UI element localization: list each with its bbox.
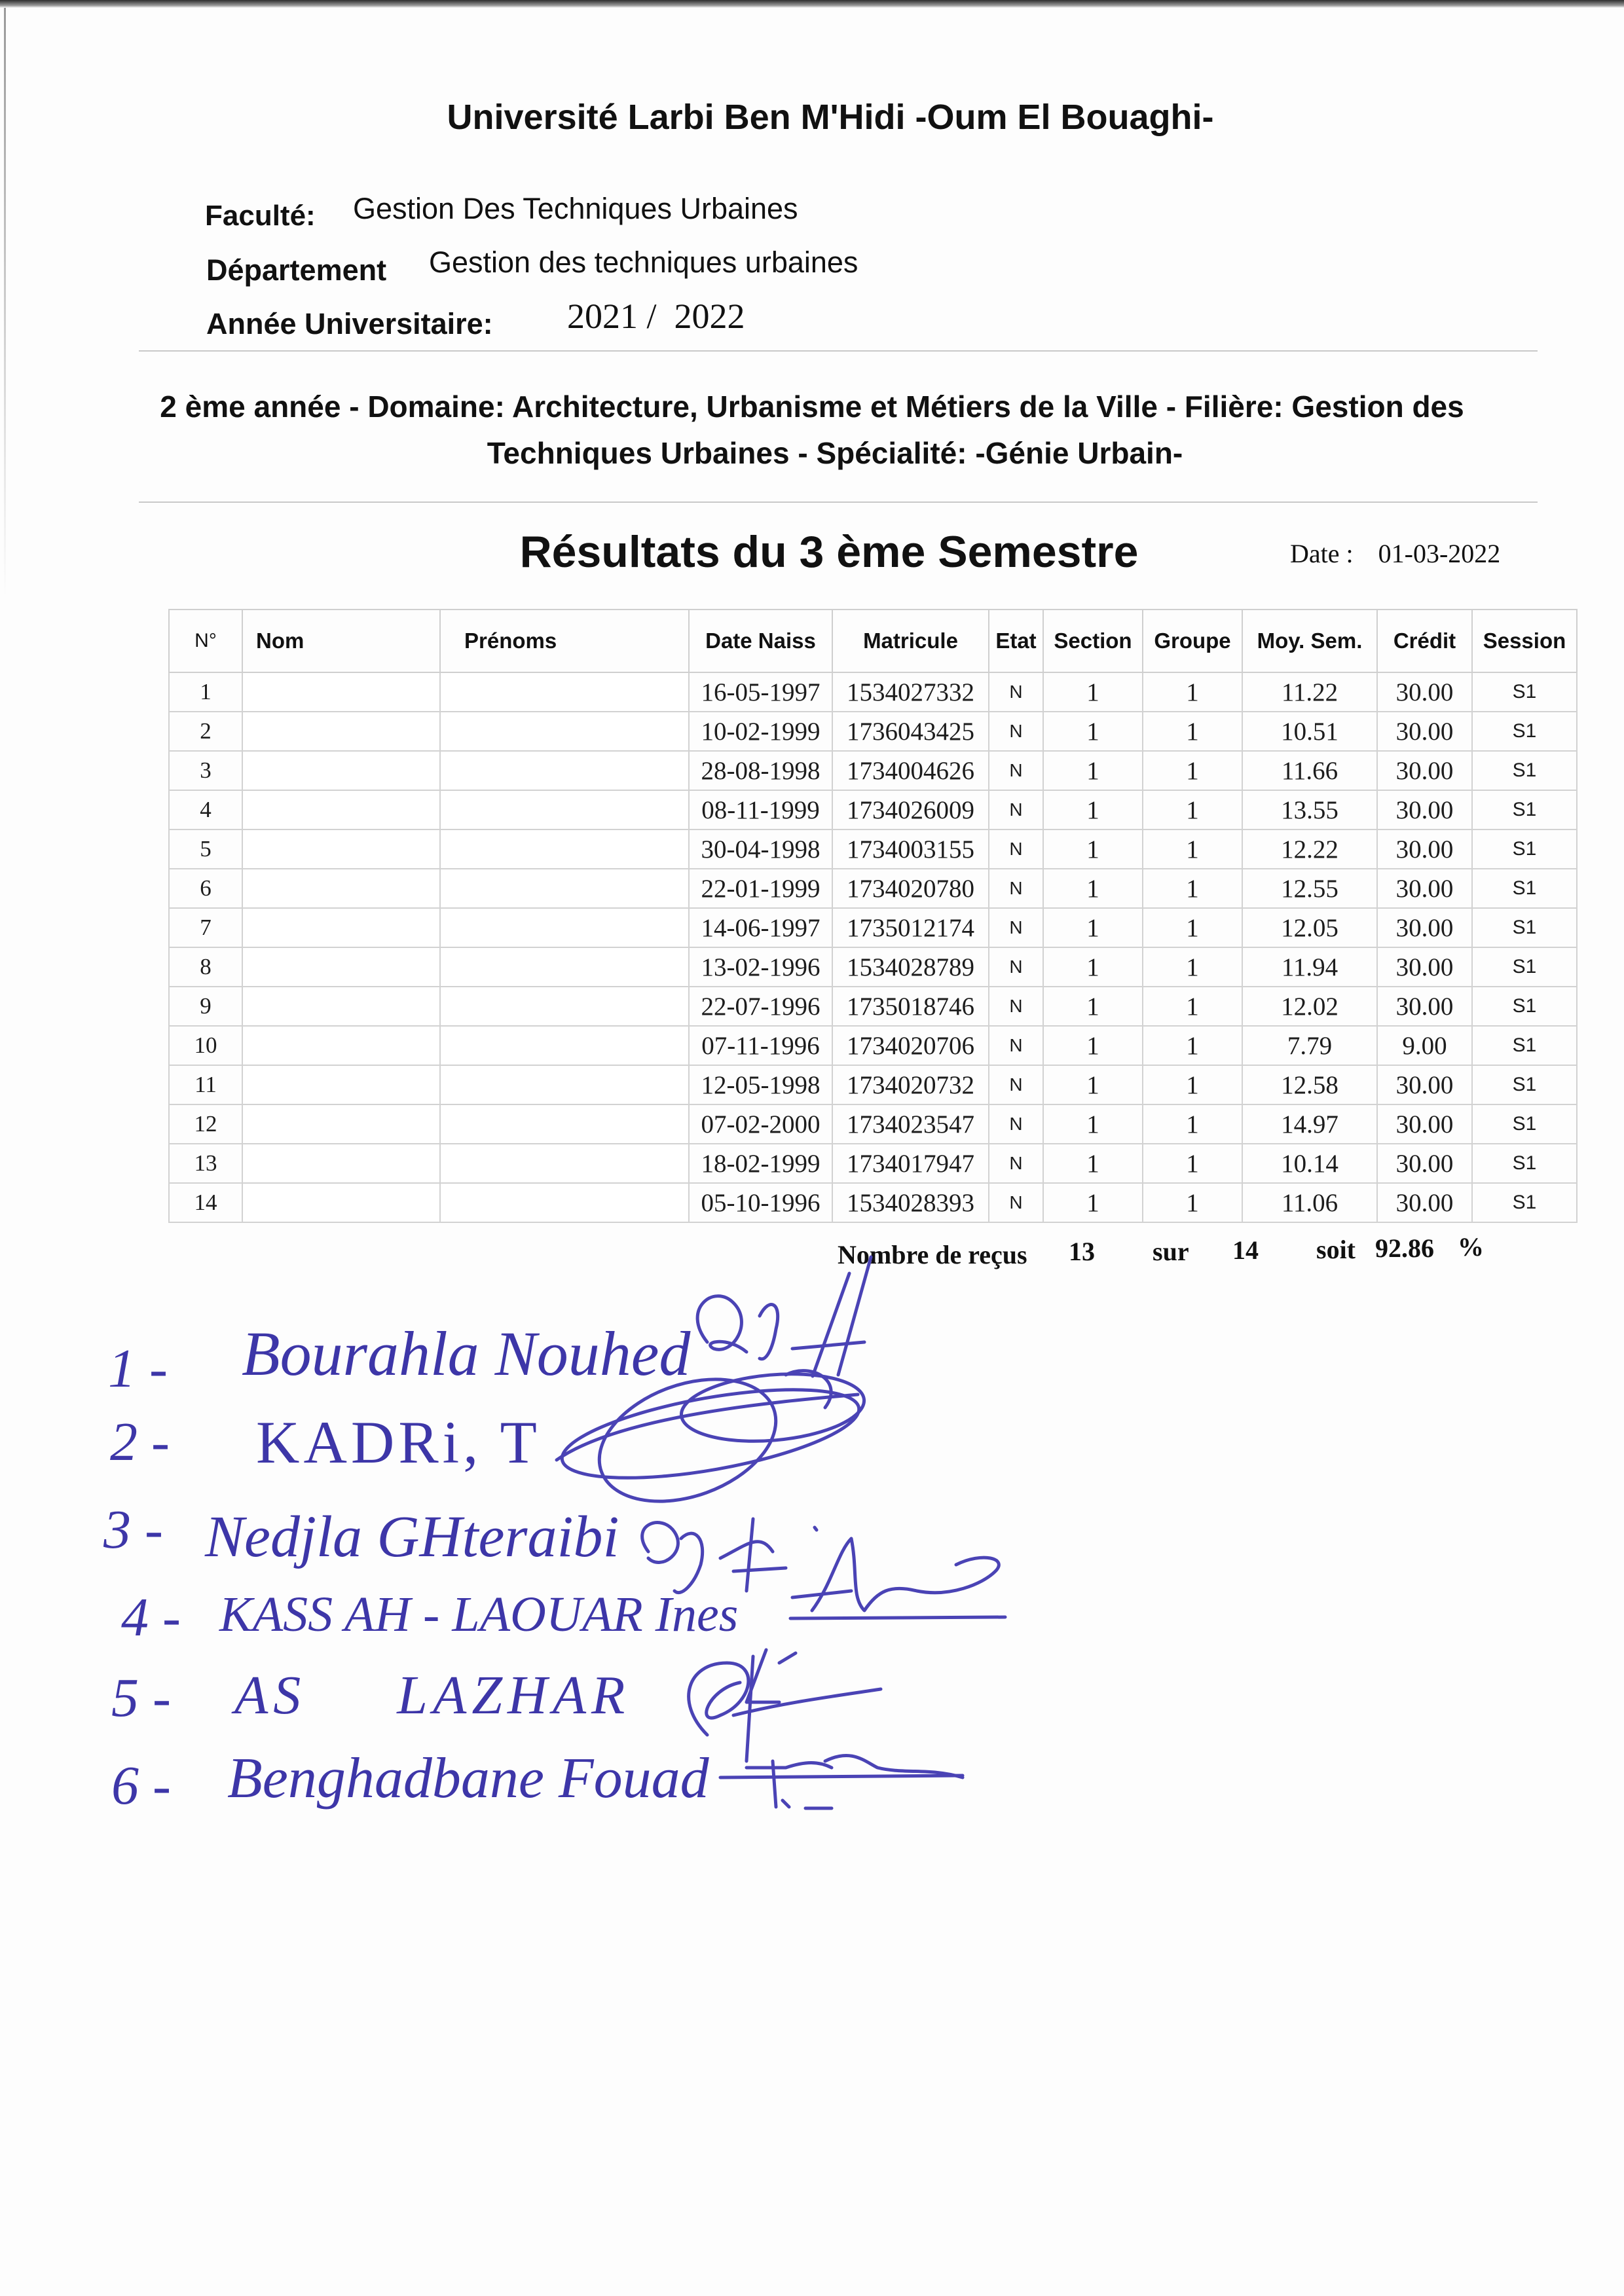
moy-sem-cell: 12.05 <box>1242 908 1377 947</box>
credit-cell: 30.00 <box>1377 987 1472 1026</box>
matricule-cell: 1534028789 <box>832 947 989 987</box>
matricule-cell: 1734020780 <box>832 869 989 908</box>
credit-cell: 30.00 <box>1377 1065 1472 1104</box>
handwritten-name: Nedjla GHteraibi <box>205 1504 619 1569</box>
section-cell: 1 <box>1043 869 1143 908</box>
etat-cell: N <box>989 1183 1043 1222</box>
header-session: Session <box>1472 610 1577 672</box>
groupe-cell: 1 <box>1143 829 1242 869</box>
prenoms-cell <box>440 1026 689 1065</box>
credit-cell: 30.00 <box>1377 869 1472 908</box>
section-cell: 1 <box>1043 1026 1143 1065</box>
table-row <box>169 790 1577 829</box>
handwritten-number: 1 - <box>108 1338 168 1399</box>
groupe-cell: 1 <box>1143 987 1242 1026</box>
summary-label: Nombre de reçus <box>838 1240 1027 1269</box>
handwritten-number: 2 - <box>110 1412 170 1472</box>
moy-sem-cell: 14.97 <box>1242 1104 1377 1144</box>
credit-cell: 9.00 <box>1377 1026 1472 1065</box>
summary-percent-sign: % <box>1458 1232 1484 1262</box>
handwritten-number: 6 - <box>111 1755 171 1816</box>
moy-sem-cell: 10.14 <box>1242 1144 1377 1183</box>
summary-soit: soit <box>1316 1235 1356 1264</box>
table-row <box>169 1183 1577 1222</box>
signature-mark <box>689 1650 881 1761</box>
matricule-cell: 1735012174 <box>832 908 989 947</box>
date-naiss-cell: 13-02-1996 <box>689 947 832 987</box>
date-naiss-cell: 16-05-1997 <box>689 672 832 712</box>
table-row <box>169 1065 1577 1104</box>
credit-cell: 30.00 <box>1377 751 1472 790</box>
section-cell: 1 <box>1043 790 1143 829</box>
table-row <box>169 1144 1577 1183</box>
table-row <box>169 1104 1577 1144</box>
row-number-cell: 7 <box>169 908 242 947</box>
table-row <box>169 751 1577 790</box>
etat-cell: N <box>989 829 1043 869</box>
groupe-cell: 1 <box>1143 1144 1242 1183</box>
moy-sem-cell: 11.66 <box>1242 751 1377 790</box>
matricule-cell: 1734004626 <box>832 751 989 790</box>
session-cell: S1 <box>1472 1065 1577 1104</box>
prenoms-cell <box>440 987 689 1026</box>
nom-cell <box>242 790 440 829</box>
credit-cell: 30.00 <box>1377 790 1472 829</box>
separator-line <box>139 501 1538 503</box>
matricule-cell: 1734003155 <box>832 829 989 869</box>
prenoms-cell <box>440 1183 689 1222</box>
separator-line <box>139 350 1538 352</box>
summary-total: 14 <box>1232 1235 1259 1265</box>
handwritten-number: 3 - <box>103 1499 163 1560</box>
credit-cell: 30.00 <box>1377 712 1472 751</box>
table-row <box>169 947 1577 987</box>
summary-received: 13 <box>1069 1237 1095 1266</box>
annee-label: Année Universitaire: <box>206 307 493 340</box>
etat-cell: N <box>989 1065 1043 1104</box>
handwritten-name: AS LAZHAR <box>234 1665 631 1726</box>
etat-cell: N <box>989 869 1043 908</box>
signature-mark <box>790 1539 1005 1618</box>
table-row <box>169 1026 1577 1065</box>
header-moy-sem: Moy. Sem. <box>1242 610 1377 672</box>
date-naiss-cell: 30-04-1998 <box>689 829 832 869</box>
prenoms-cell <box>440 829 689 869</box>
table-row <box>169 869 1577 908</box>
etat-cell: N <box>989 1144 1043 1183</box>
groupe-cell: 1 <box>1143 1183 1242 1222</box>
session-cell: S1 <box>1472 1144 1577 1183</box>
date-naiss-cell: 07-11-1996 <box>689 1026 832 1065</box>
etat-cell: N <box>989 908 1043 947</box>
moy-sem-cell: 10.51 <box>1242 712 1377 751</box>
nom-cell <box>242 1104 440 1144</box>
date-naiss-cell: 05-10-1996 <box>689 1183 832 1222</box>
session-cell: S1 <box>1472 1026 1577 1065</box>
prenoms-cell <box>440 751 689 790</box>
date-block <box>1290 538 1500 569</box>
table-body <box>169 672 1577 1222</box>
nom-cell <box>242 908 440 947</box>
etat-cell: N <box>989 790 1043 829</box>
departement-value: Gestion des techniques urbaines <box>429 246 858 279</box>
prenoms-cell <box>440 790 689 829</box>
header-nom: Nom <box>242 610 440 672</box>
header-section: Section <box>1043 610 1143 672</box>
section-cell: 1 <box>1043 712 1143 751</box>
prenoms-cell <box>440 908 689 947</box>
table-row <box>169 908 1577 947</box>
nom-cell <box>242 712 440 751</box>
row-number-cell: 1 <box>169 672 242 712</box>
scan-top-edge <box>0 0 1624 8</box>
section-cell: 1 <box>1043 751 1143 790</box>
etat-cell: N <box>989 672 1043 712</box>
section-cell: 1 <box>1043 1144 1143 1183</box>
date-value: 01-03-2022 <box>1378 539 1501 568</box>
credit-cell: 30.00 <box>1377 1104 1472 1144</box>
moy-sem-cell: 12.55 <box>1242 869 1377 908</box>
moy-sem-cell: 11.22 <box>1242 672 1377 712</box>
session-cell: S1 <box>1472 987 1577 1026</box>
nom-cell <box>242 1183 440 1222</box>
prenoms-cell <box>440 672 689 712</box>
matricule-cell: 1735018746 <box>832 987 989 1026</box>
date-naiss-cell: 08-11-1999 <box>689 790 832 829</box>
header-matricule: Matricule <box>832 610 989 672</box>
nom-cell <box>242 1026 440 1065</box>
groupe-cell: 1 <box>1143 908 1242 947</box>
nom-cell <box>242 751 440 790</box>
university-title: Université Larbi Ben M'Hidi -Oum El Bouaghi- <box>447 98 1214 137</box>
moy-sem-cell: 12.58 <box>1242 1065 1377 1104</box>
moy-sem-cell: 11.94 <box>1242 947 1377 987</box>
date-naiss-cell: 10-02-1999 <box>689 712 832 751</box>
groupe-cell: 1 <box>1143 672 1242 712</box>
program-line-2: Techniques Urbaines - Spécialité: -Génie Urbain- <box>487 436 1183 470</box>
date-naiss-cell: 14-06-1997 <box>689 908 832 947</box>
table-row <box>169 987 1577 1026</box>
session-cell: S1 <box>1472 790 1577 829</box>
section-cell: 1 <box>1043 1065 1143 1104</box>
scan-left-edge <box>4 8 6 597</box>
signatures-layer <box>0 1244 1624 1899</box>
moy-sem-cell: 7.79 <box>1242 1026 1377 1065</box>
groupe-cell: 1 <box>1143 751 1242 790</box>
prenoms-cell <box>440 1104 689 1144</box>
departement-label: Département <box>206 253 387 287</box>
annee-value: 2021 / 2022 <box>567 297 745 336</box>
header-n: N° <box>169 610 242 672</box>
moy-sem-cell: 13.55 <box>1242 790 1377 829</box>
summary-percent: 92.86 <box>1375 1233 1434 1263</box>
etat-cell: N <box>989 947 1043 987</box>
session-cell: S1 <box>1472 672 1577 712</box>
signature-mark <box>697 1257 871 1376</box>
section-cell: 1 <box>1043 987 1143 1026</box>
section-cell: 1 <box>1043 947 1143 987</box>
matricule-cell: 1736043425 <box>832 712 989 751</box>
handwritten-number: 4 - <box>121 1587 181 1648</box>
faculte-label: Faculté: <box>205 200 316 232</box>
row-number-cell: 14 <box>169 1183 242 1222</box>
session-cell: S1 <box>1472 869 1577 908</box>
header-credit: Crédit <box>1377 610 1472 672</box>
handwritten-number: 5 - <box>111 1667 171 1728</box>
credit-cell: 30.00 <box>1377 672 1472 712</box>
row-number-cell: 11 <box>169 1065 242 1104</box>
matricule-cell: 1734026009 <box>832 790 989 829</box>
date-naiss-cell: 12-05-1998 <box>689 1065 832 1104</box>
credit-cell: 30.00 <box>1377 1144 1472 1183</box>
section-cell: 1 <box>1043 829 1143 869</box>
matricule-cell: 1734017947 <box>832 1144 989 1183</box>
signature-mark <box>720 1755 963 1808</box>
table-row <box>169 712 1577 751</box>
handwritten-name: KASS AH - LAOUAR Ines <box>219 1587 739 1642</box>
date-label: Date : <box>1290 539 1354 568</box>
row-number-cell: 6 <box>169 869 242 908</box>
row-number-cell: 9 <box>169 987 242 1026</box>
signature-mark <box>642 1519 817 1593</box>
prenoms-cell <box>440 869 689 908</box>
handwritten-name: KADRi, T <box>256 1409 541 1476</box>
nom-cell <box>242 869 440 908</box>
date-naiss-cell: 22-07-1996 <box>689 987 832 1026</box>
etat-cell: N <box>989 1104 1043 1144</box>
nom-cell <box>242 829 440 869</box>
row-number-cell: 8 <box>169 947 242 987</box>
row-number-cell: 4 <box>169 790 242 829</box>
header-date-naiss: Date Naiss <box>689 610 832 672</box>
section-cell: 1 <box>1043 1104 1143 1144</box>
section-cell: 1 <box>1043 908 1143 947</box>
matricule-cell: 1534027332 <box>832 672 989 712</box>
matricule-cell: 1534028393 <box>832 1183 989 1222</box>
signature-mark <box>556 1357 867 1524</box>
moy-sem-cell: 11.06 <box>1242 1183 1377 1222</box>
etat-cell: N <box>989 712 1043 751</box>
credit-cell: 30.00 <box>1377 947 1472 987</box>
session-cell: S1 <box>1472 712 1577 751</box>
date-naiss-cell: 28-08-1998 <box>689 751 832 790</box>
summary-sur: sur <box>1153 1237 1189 1266</box>
session-cell: S1 <box>1472 829 1577 869</box>
handwritten-name: Benghadbane Fouad <box>227 1747 709 1810</box>
nom-cell <box>242 987 440 1026</box>
groupe-cell: 1 <box>1143 1026 1242 1065</box>
results-table <box>168 609 1578 1223</box>
header-groupe: Groupe <box>1143 610 1242 672</box>
row-number-cell: 10 <box>169 1026 242 1065</box>
section-cell: 1 <box>1043 672 1143 712</box>
moy-sem-cell: 12.22 <box>1242 829 1377 869</box>
etat-cell: N <box>989 987 1043 1026</box>
row-number-cell: 2 <box>169 712 242 751</box>
groupe-cell: 1 <box>1143 712 1242 751</box>
nom-cell <box>242 1144 440 1183</box>
credit-cell: 30.00 <box>1377 908 1472 947</box>
nom-cell <box>242 672 440 712</box>
groupe-cell: 1 <box>1143 790 1242 829</box>
results-title: Résultats du 3 ème Semestre <box>519 527 1139 577</box>
prenoms-cell <box>440 1065 689 1104</box>
row-number-cell: 13 <box>169 1144 242 1183</box>
date-naiss-cell: 22-01-1999 <box>689 869 832 908</box>
nom-cell <box>242 947 440 987</box>
groupe-cell: 1 <box>1143 1104 1242 1144</box>
session-cell: S1 <box>1472 947 1577 987</box>
table-row <box>169 829 1577 869</box>
date-naiss-cell: 18-02-1999 <box>689 1144 832 1183</box>
table-header-row <box>169 610 1577 672</box>
header-prenoms: Prénoms <box>440 610 689 672</box>
prenoms-cell <box>440 1144 689 1183</box>
session-cell: S1 <box>1472 908 1577 947</box>
prenoms-cell <box>440 712 689 751</box>
prenoms-cell <box>440 947 689 987</box>
section-cell: 1 <box>1043 1183 1143 1222</box>
session-cell: S1 <box>1472 1183 1577 1222</box>
row-number-cell: 3 <box>169 751 242 790</box>
etat-cell: N <box>989 751 1043 790</box>
header-etat: Etat <box>989 610 1043 672</box>
row-number-cell: 12 <box>169 1104 242 1144</box>
table-row <box>169 672 1577 712</box>
credit-cell: 30.00 <box>1377 1183 1472 1222</box>
moy-sem-cell: 12.02 <box>1242 987 1377 1026</box>
program-line-1: 2 ème année - Domaine: Architecture, Urbanisme et Métiers de la Ville - Filière: Gestion des <box>160 390 1464 424</box>
matricule-cell: 1734020732 <box>832 1065 989 1104</box>
matricule-cell: 1734020706 <box>832 1026 989 1065</box>
groupe-cell: 1 <box>1143 1065 1242 1104</box>
credit-cell: 30.00 <box>1377 829 1472 869</box>
nom-cell <box>242 1065 440 1104</box>
matricule-cell: 1734023547 <box>832 1104 989 1144</box>
etat-cell: N <box>989 1026 1043 1065</box>
groupe-cell: 1 <box>1143 869 1242 908</box>
session-cell: S1 <box>1472 1104 1577 1144</box>
groupe-cell: 1 <box>1143 947 1242 987</box>
row-number-cell: 5 <box>169 829 242 869</box>
faculte-value: Gestion Des Techniques Urbaines <box>353 192 798 225</box>
session-cell: S1 <box>1472 751 1577 790</box>
handwritten-name: Bourahla Nouhed <box>242 1319 691 1389</box>
date-naiss-cell: 07-02-2000 <box>689 1104 832 1144</box>
